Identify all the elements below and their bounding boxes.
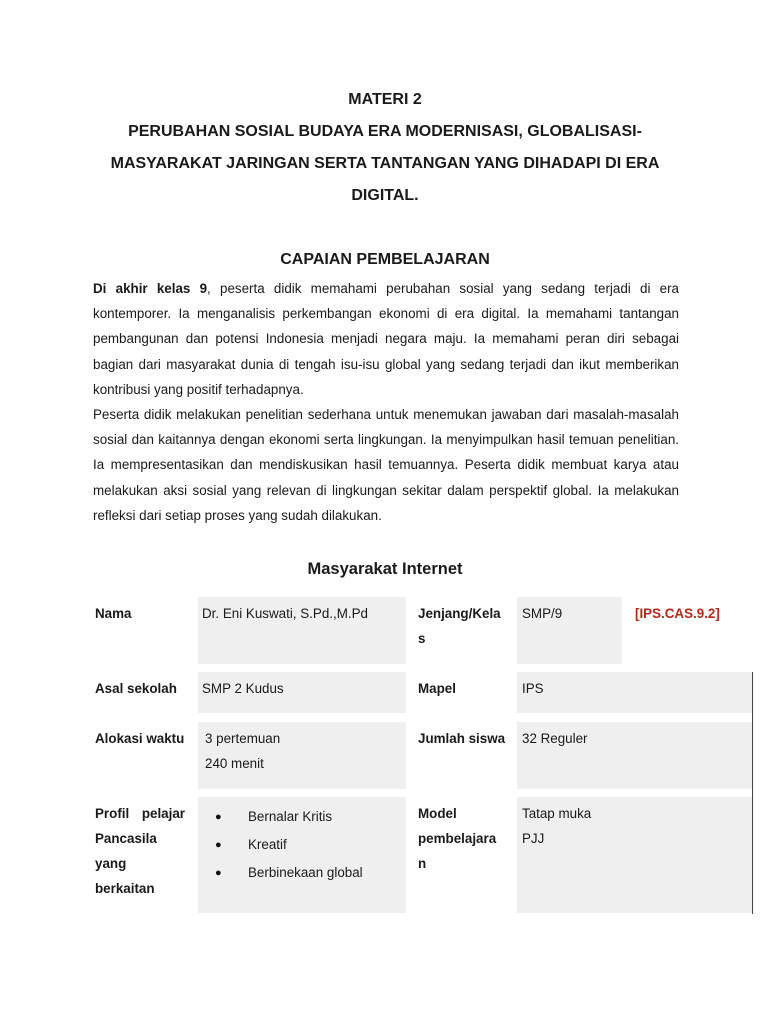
table-right-border — [752, 672, 753, 914]
capaian-heading: CAPAIAN PEMBELAJARAN — [280, 251, 490, 268]
profil-item-berbinekaan-global: ● Berbinekaan global — [215, 859, 406, 887]
model-pembelajaran-value — [517, 797, 752, 913]
jumlah-siswa-value-text: 32 Reguler — [522, 731, 588, 746]
capaian-paragraph-2: Peserta didik melakukan penelitian sederhana untuk menemukan jawaban dari masalah-masalah sosial dan kaitannya dengan ekonomi serta lingkungan. Ia menyimpulkan hasil temuan penelitian. Ia mempresentasikan dan mendiskusikan hasil temuannya. Peserta didik membuat karya atau melakukan aksi sosial yang relevan di lingkungan sekitar dalam perspektif global. Ia melakukan refleksi dari setiap proses yang sudah dilakukan. — [93, 407, 679, 523]
materi-number: MATERI 2 — [348, 91, 422, 108]
model-label-line-1: Model — [418, 806, 457, 821]
jenjang-label-line-1: Jenjang/Kela — [418, 606, 501, 621]
profil-label-line-4: berkaitan — [95, 881, 155, 896]
profil-value — [198, 797, 406, 913]
profil-item-kreatif: ● Kreatif — [215, 831, 406, 859]
alokasi-waktu-label: Alokasi waktu — [95, 731, 185, 746]
profil-label-line-1: Profil pelajar — [95, 806, 185, 821]
alokasi-waktu-value — [198, 722, 406, 789]
profil-list — [215, 803, 406, 887]
section-title: Masyarakat Internet — [307, 560, 463, 578]
document-title — [92, 84, 678, 212]
jenjang-value-text: SMP/9 — [522, 606, 563, 621]
jenjang-label — [418, 601, 514, 651]
asal-sekolah-label: Asal sekolah — [95, 681, 177, 696]
capaian-paragraph-1-text: , peserta didik memahami perubahan sosial yang sedang terjadi di era kontemporer. Ia menganalisis perkembangan ekonomi di era digital. Ia memahami tantangan pembangunan dan potensi Indonesia menjadi negara maju. Ia memahami peran diri sebagai bagian dari masyarakat dunia di tengah isu-isu global yang sedang terjadi dan ikut memberikan kontribusi yang positif terhadapnya. — [93, 281, 679, 397]
capaian-paragraph-1-bold: Di akhir kelas 9 — [93, 281, 208, 296]
jenjang-label-line-2: s — [418, 631, 426, 646]
code-label: [IPS.CAS.9.2] — [635, 606, 720, 621]
materi-title: PERUBAHAN SOSIAL BUDAYA ERA MODERNISASI, GLOBALISASI-MASYARAKAT JARINGAN SERTA TANTANGAN YANG DIHADAPI DI ERA DIGITAL. — [110, 123, 660, 204]
profil-label-line-2: Pancasila — [95, 831, 157, 846]
mapel-value-text: IPS — [522, 681, 544, 696]
mapel-value — [517, 672, 752, 713]
alokasi-waktu-line-1: 3 pertemuan — [205, 731, 281, 746]
nama-value — [198, 597, 406, 664]
profil-label-line-3: yang — [95, 856, 127, 871]
asal-sekolah-value-text: SMP 2 Kudus — [202, 681, 284, 696]
jumlah-siswa-value — [517, 722, 752, 789]
model-pembelajaran-label — [418, 801, 514, 876]
jumlah-siswa-label: Jumlah siswa — [418, 731, 506, 746]
alokasi-waktu-line-2: 240 menit — [205, 756, 264, 771]
profil-item-bernalar-kritis: ● Bernalar Kritis — [215, 803, 406, 831]
model-label-line-2: pembelajara — [418, 831, 497, 846]
mapel-label: Mapel — [418, 681, 456, 696]
capaian-paragraph-1 — [93, 276, 679, 402]
asal-sekolah-value — [198, 672, 406, 713]
jenjang-value — [517, 597, 622, 664]
profil-label — [95, 801, 185, 901]
model-value-line-1: Tatap muka — [522, 806, 592, 821]
model-value-line-2: PJJ — [522, 831, 545, 846]
nama-value-text: Dr. Eni Kuswati, S.Pd.,M.Pd — [202, 606, 368, 621]
model-label-line-3: n — [418, 856, 427, 871]
nama-label: Nama — [95, 606, 132, 621]
